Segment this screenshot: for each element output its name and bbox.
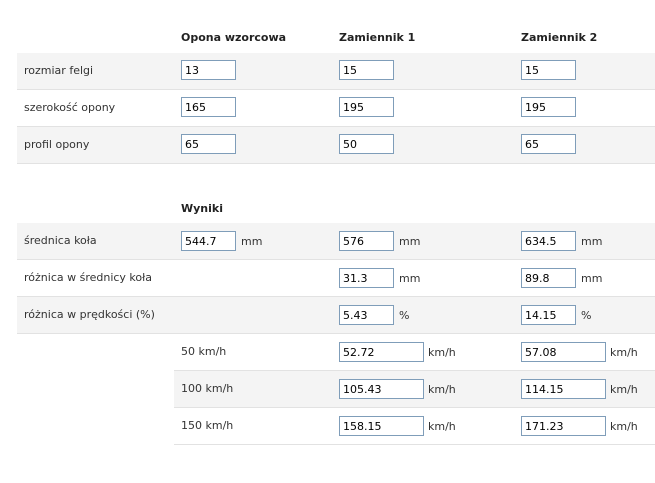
speed-150-alt1-unit: km/h xyxy=(428,420,456,433)
speed-50-alt1-unit: km/h xyxy=(428,346,456,359)
wheel-diameter-label: średnica koła xyxy=(24,234,97,247)
diameter-difference-alt2-output[interactable] xyxy=(521,268,576,288)
wheel-diameter-alt2-output[interactable] xyxy=(521,231,576,251)
speed-150-alt2-unit: km/h xyxy=(610,420,638,433)
speed-150-alt2-output[interactable] xyxy=(521,416,606,436)
tire-profile-alt1-input[interactable] xyxy=(339,134,394,154)
speed-100-alt1-unit: km/h xyxy=(428,383,456,396)
results-title: Wyniki xyxy=(181,202,223,215)
wheel-diameter-alt1-unit: mm xyxy=(399,235,421,248)
speed-difference-label: różnica w prędkości (%) xyxy=(24,308,155,321)
speed-150-label: 150 km/h xyxy=(181,419,234,432)
header-replacement-1: Zamiennik 1 xyxy=(339,31,416,44)
rim-size-alt2-input[interactable] xyxy=(521,60,576,80)
speed-difference-alt2-output[interactable] xyxy=(521,305,576,325)
rim-size-label: rozmiar felgi xyxy=(24,64,94,77)
tire-profile-alt2-input[interactable] xyxy=(521,134,576,154)
speed-difference-alt1-output[interactable] xyxy=(339,305,394,325)
speed-50-label: 50 km/h xyxy=(181,345,227,358)
diameter-difference-alt1-output[interactable] xyxy=(339,268,394,288)
speed-100-alt1-output[interactable] xyxy=(339,379,424,399)
speed-difference-alt2-unit: % xyxy=(581,309,592,322)
speed-150-alt1-output[interactable] xyxy=(339,416,424,436)
diameter-difference-alt1-unit: mm xyxy=(399,272,421,285)
diameter-difference-alt2-unit: mm xyxy=(581,272,603,285)
tire-profile-ref-input[interactable] xyxy=(181,134,236,154)
wheel-diameter-alt1-output[interactable] xyxy=(339,231,394,251)
wheel-diameter-ref-output[interactable] xyxy=(181,231,236,251)
tire-width-alt2-input[interactable] xyxy=(521,97,576,117)
wheel-diameter-ref-unit: mm xyxy=(241,235,263,248)
tire-width-label: szerokość opony xyxy=(24,101,116,114)
speed-100-alt2-output[interactable] xyxy=(521,379,606,399)
header-reference-tire: Opona wzorcowa xyxy=(181,31,287,44)
tire-width-ref-input[interactable] xyxy=(181,97,236,117)
diameter-difference-label: różnica w średnicy koła xyxy=(24,271,153,284)
speed-50-alt2-output[interactable] xyxy=(521,342,606,362)
speed-100-label: 100 km/h xyxy=(181,382,234,395)
speed-difference-alt1-unit: % xyxy=(399,309,410,322)
speed-50-alt2-unit: km/h xyxy=(610,346,638,359)
rim-size-ref-input[interactable] xyxy=(181,60,236,80)
rim-size-alt1-input[interactable] xyxy=(339,60,394,80)
tire-profile-label: profil opony xyxy=(24,138,90,151)
speed-50-alt1-output[interactable] xyxy=(339,342,424,362)
speed-100-alt2-unit: km/h xyxy=(610,383,638,396)
header-replacement-2: Zamiennik 2 xyxy=(521,31,598,44)
tire-width-alt1-input[interactable] xyxy=(339,97,394,117)
wheel-diameter-alt2-unit: mm xyxy=(581,235,603,248)
